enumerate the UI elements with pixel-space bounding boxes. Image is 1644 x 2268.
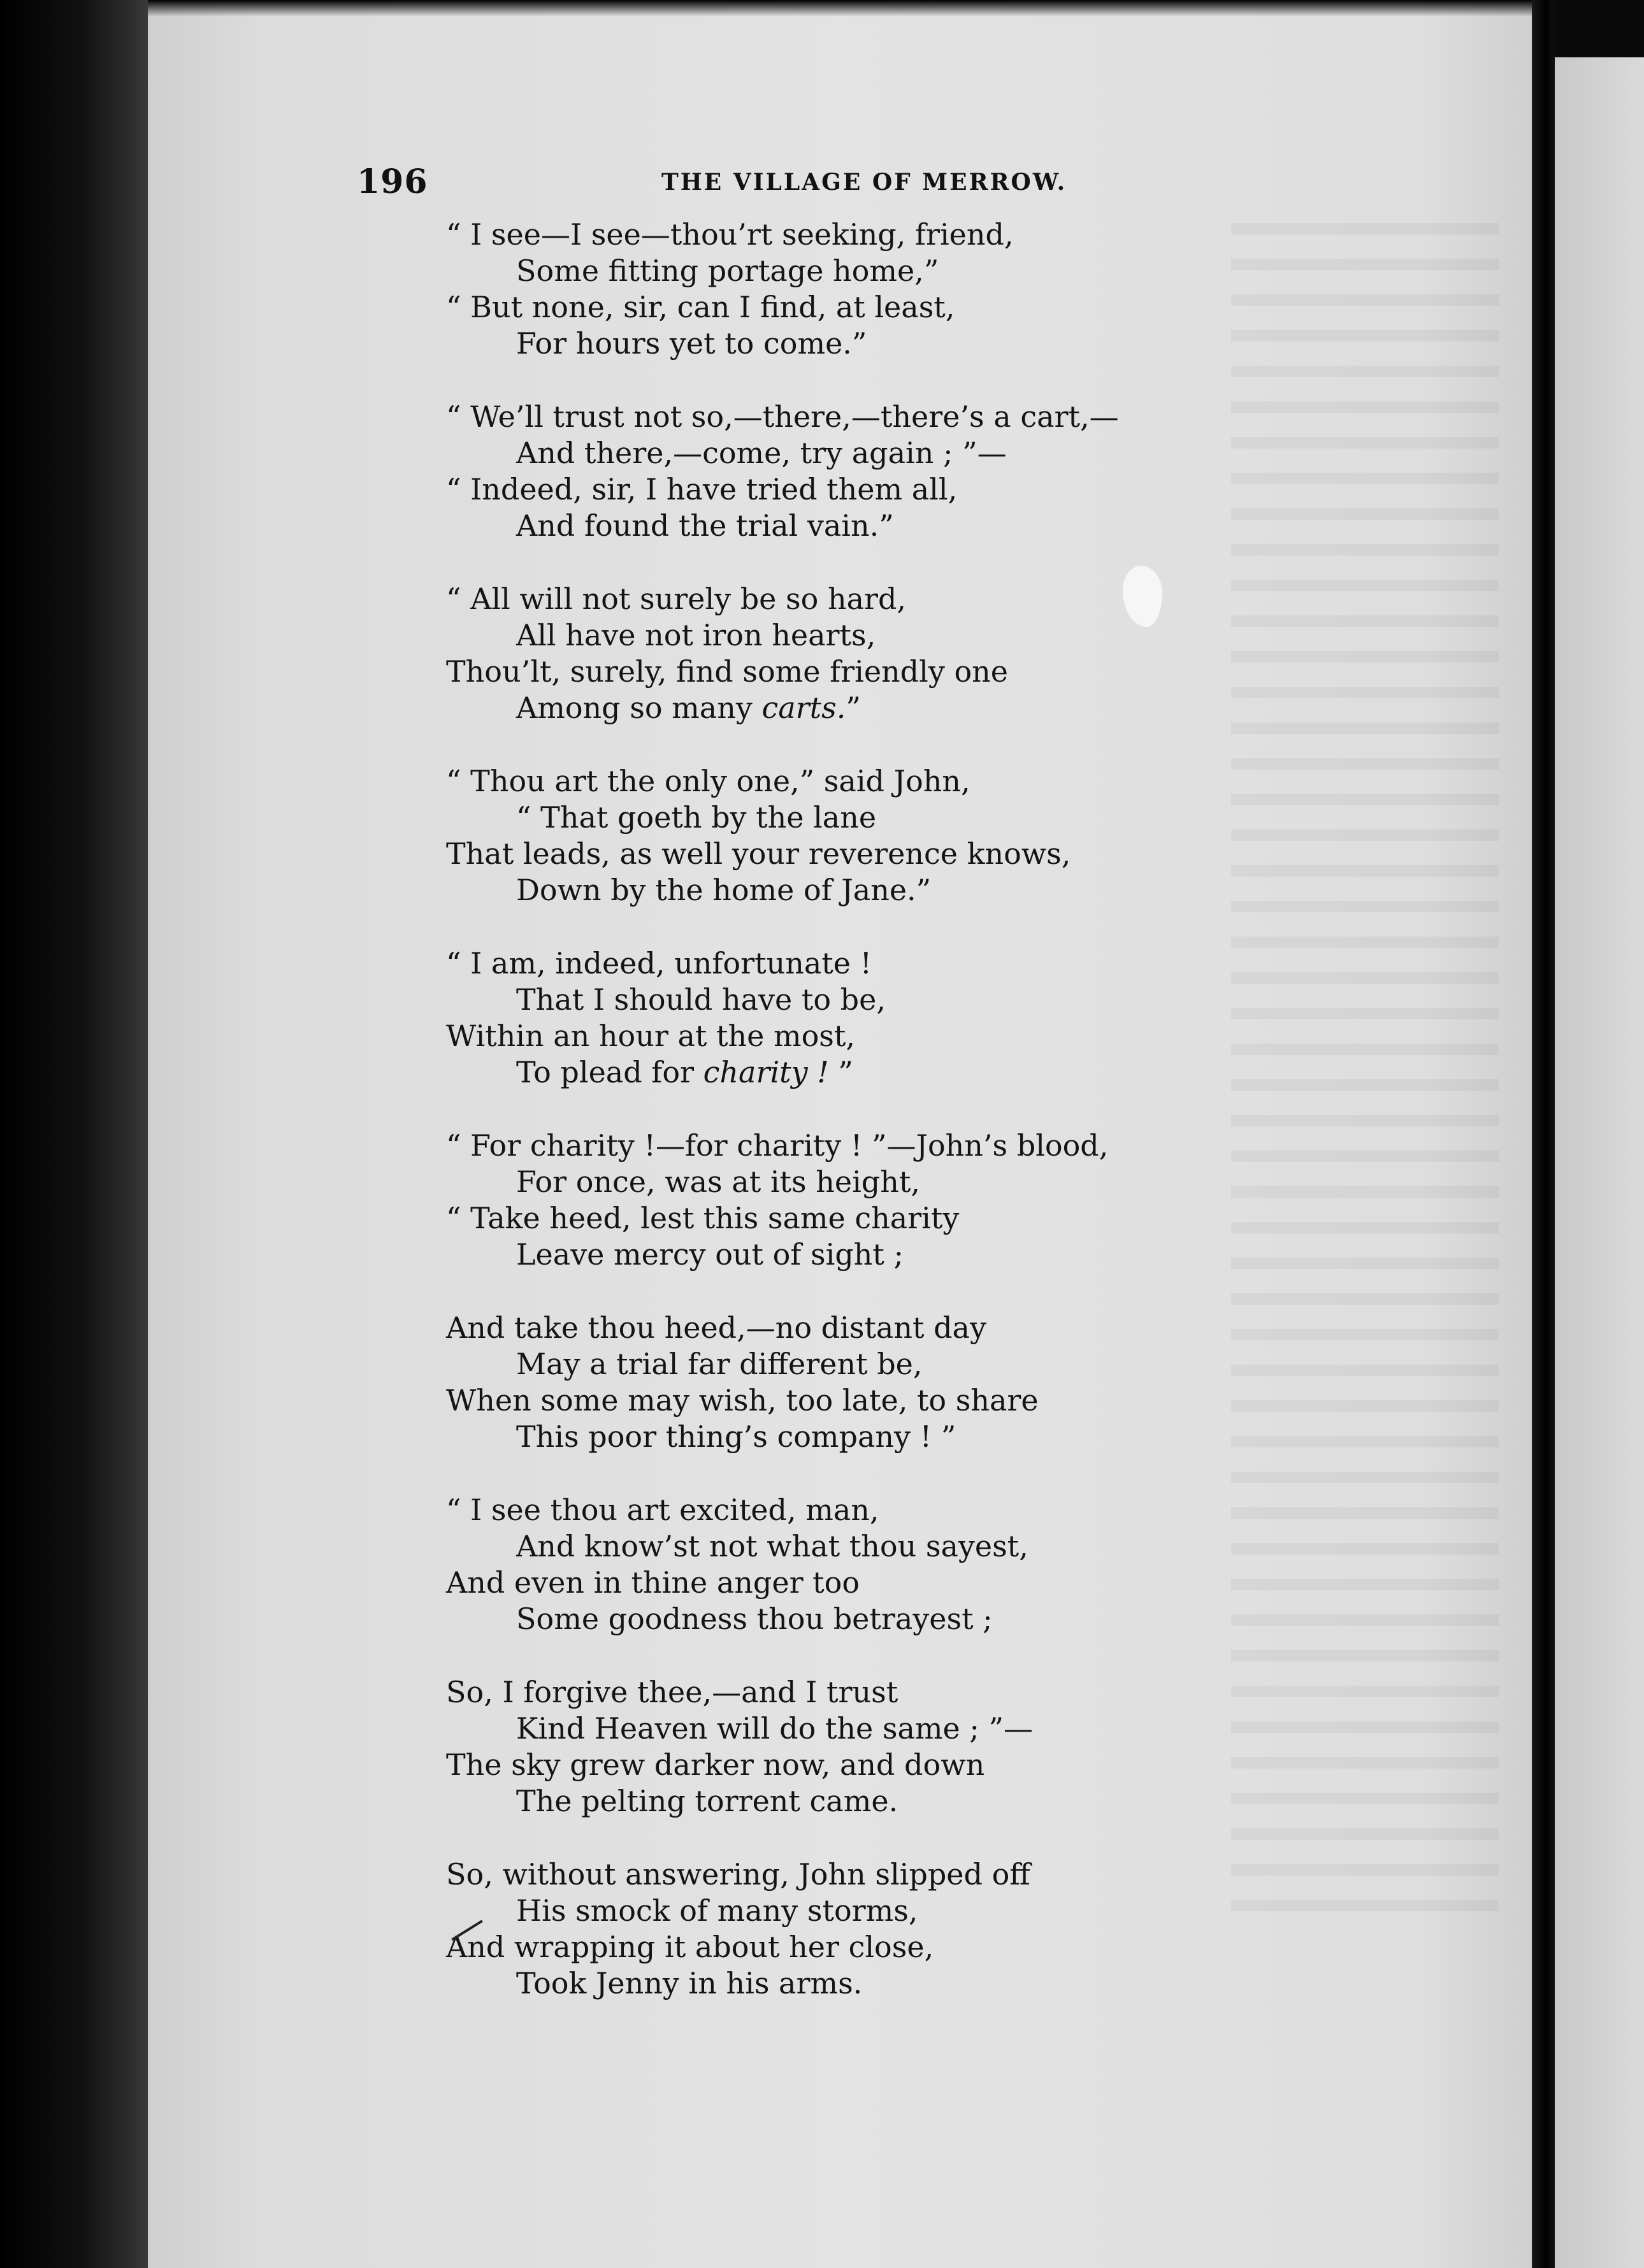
stanza [446,945,1287,1091]
line-text: “ I see—I see—thou’rt seeking, friend, [446,217,1014,252]
page-header [357,162,1121,207]
stanza [446,1492,1287,1637]
line-text: That leads, as well your reverence knows, [446,836,1071,871]
line-text: For hours yet to come.” [516,326,867,361]
poem-line [446,1565,1287,1601]
poem-line [446,1674,1287,1711]
line-text: “ That goeth by the lane [516,800,877,835]
poem-line [446,253,1287,289]
poem-line [446,1856,1287,1893]
poem-line [446,1747,1287,1783]
poem-line [446,945,1287,982]
poem-line [446,1054,1287,1091]
poem-line [446,872,1287,908]
line-text: “ Thou art the only one,” said John, [446,764,970,798]
poem-line [446,399,1287,435]
line-italic-text: charity ! [703,1055,829,1089]
line-text: “ I am, indeed, unfortunate ! [446,946,872,980]
poem-line [446,1893,1287,1929]
stanza [446,217,1287,362]
stanza [446,1128,1287,1273]
line-text: May a trial far different be, [516,1347,923,1381]
page-number: 196 [357,162,428,201]
line-text: This poor thing’s company ! ” [516,1419,956,1454]
poem-line [446,471,1287,508]
line-text: Among so many [516,691,762,725]
stanza [446,1310,1287,1455]
line-text: Thou’lt, surely, find some friendly one [446,654,1008,689]
line-text: Down by the home of Jane.” [516,873,932,907]
line-tail-text: ” [828,1055,853,1089]
line-text: All have not iron hearts, [516,618,876,652]
page-gutter [1532,0,1555,2268]
line-text: The sky grew darker now, and down [446,1748,985,1782]
line-text: Within an hour at the most, [446,1019,856,1053]
line-text: Took Jenny in his arms. [516,1966,863,2000]
line-text: “ All will not surely be so hard, [446,582,907,616]
poem-line [446,1018,1287,1054]
adjacent-page-edge [1555,57,1644,2268]
line-text: And know’st not what thou sayest, [516,1529,1028,1563]
line-text: And wrapping it about her close, [446,1930,934,1964]
line-text: His smock of many storms, [516,1893,918,1928]
line-text: Some goodness thou betrayest ; [516,1602,993,1636]
poem-line [446,508,1287,544]
line-text: Some fitting portage home,” [516,254,939,288]
line-text: When some may wish, too late, to share [446,1383,1039,1418]
poem-line [446,289,1287,326]
poem-line [446,763,1287,800]
line-text: Kind Heaven will do the same ; ”— [516,1711,1033,1746]
poem-line [446,1492,1287,1528]
poem-line [446,1346,1287,1382]
line-text: Leave mercy out of sight ; [516,1237,904,1272]
poem-line [446,326,1287,362]
line-text: And even in thine anger too [446,1565,860,1600]
running-title: THE VILLAGE OF MERROW. [661,169,1067,196]
line-tail-text: ” [846,691,861,725]
poem-line [446,1783,1287,1819]
poem-line [446,1965,1287,2002]
poem-line [446,1419,1287,1455]
poem-line [446,1601,1287,1637]
line-italic-text: carts. [761,691,846,725]
line-text: “ For charity !—for charity ! ”—John’s blood, [446,1128,1109,1163]
poem-line [446,800,1287,836]
poem-line [446,836,1287,872]
poem-line [446,1237,1287,1273]
line-text: “ Indeed, sir, I have tried them all, [446,472,958,506]
poem-line [446,1128,1287,1164]
line-text: And found the trial vain.” [516,508,894,543]
poem-line [446,1711,1287,1747]
line-text: “ I see thou art excited, man, [446,1493,879,1527]
line-text: “ But none, sir, can I find, at least, [446,290,955,324]
poem-line [446,1200,1287,1237]
book-binding [0,0,148,2268]
poem-line [446,1528,1287,1565]
line-text: And there,—come, try again ; ”— [516,436,1007,470]
line-text: So, without answering, John slipped off [446,1857,1030,1891]
poem-line [446,1164,1287,1200]
line-text: So, I forgive thee,—and I trust [446,1675,898,1709]
page-top-shadow [148,0,1532,17]
poem-line [446,982,1287,1018]
line-text: For once, was at its height, [516,1165,920,1199]
line-text: And take thou heed,—no distant day [446,1310,986,1345]
line-text: “ Take heed, lest this same charity [446,1201,960,1235]
stanza [446,763,1287,908]
stanza [446,1856,1287,2002]
poem-line [446,217,1287,253]
poem-line [446,1382,1287,1419]
poem-body [446,217,1287,2039]
stanza [446,1674,1287,1819]
poem-line [446,690,1287,726]
poem-line [446,654,1287,690]
poem-line [446,435,1287,471]
line-text: That I should have to be, [516,982,886,1017]
line-text: The pelting torrent came. [516,1784,898,1818]
poem-line [446,1310,1287,1346]
poem-line [446,1929,1287,1965]
line-text: To plead for [516,1055,703,1089]
line-text: “ We’ll trust not so,—there,—there’s a cart,— [446,399,1119,434]
poem-line [446,617,1287,654]
stanza [446,399,1287,544]
